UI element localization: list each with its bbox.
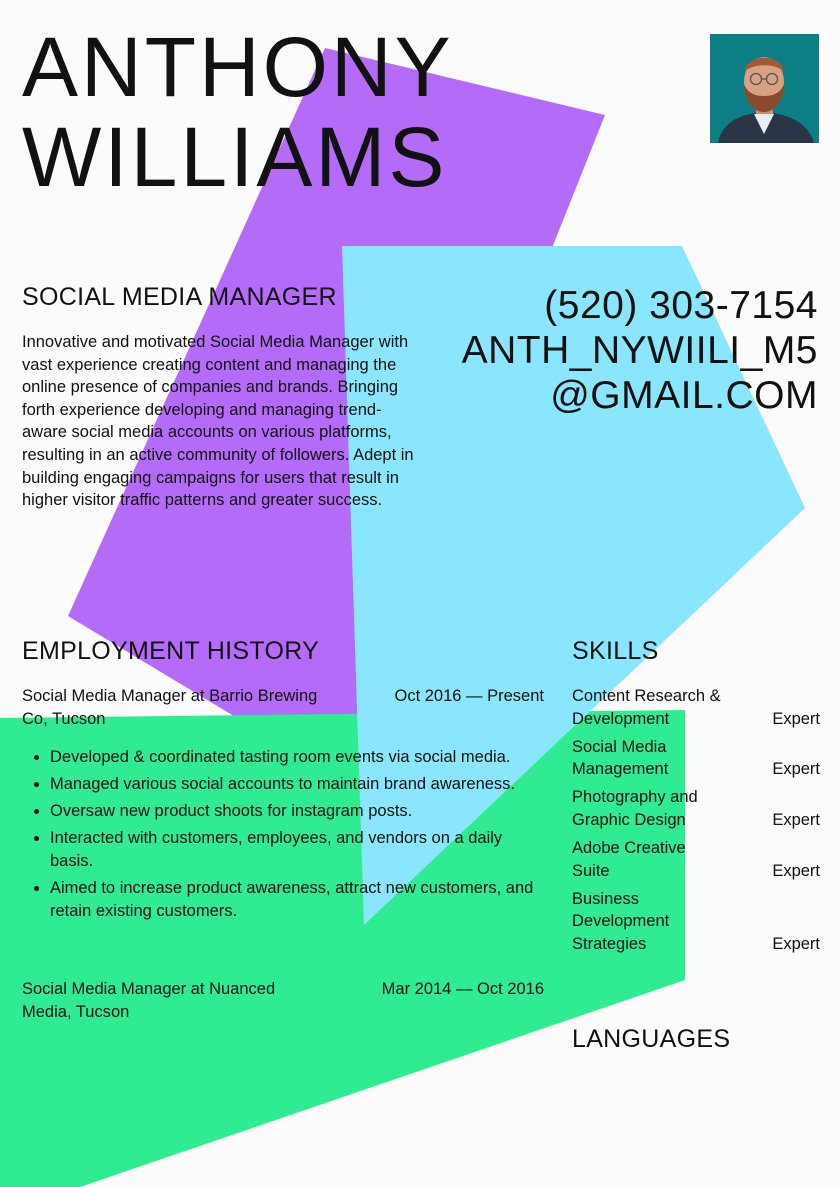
skill-level: Expert bbox=[772, 810, 820, 829]
job-responsibilities bbox=[22, 746, 544, 922]
phone-number[interactable]: (520) 303-7154 bbox=[544, 284, 818, 327]
candidate-name bbox=[22, 22, 454, 202]
skill-level: Expert bbox=[772, 934, 820, 953]
first-name: ANTHONY bbox=[22, 20, 454, 114]
skill-name: Social Media Management bbox=[572, 737, 669, 779]
skill-name: Business Development Strategies bbox=[572, 889, 670, 953]
job-dates: Mar 2014 — Oct 2016 bbox=[381, 980, 544, 998]
languages-heading: LANGUAGES bbox=[572, 1025, 731, 1053]
employment-history-heading: EMPLOYMENT HISTORY bbox=[22, 637, 320, 665]
job-entry bbox=[22, 978, 544, 1023]
skill-name: Content Research & Development bbox=[572, 687, 721, 728]
list-item: • Aimed to increase product awareness, attract new customers, and retain existing customers. bbox=[50, 877, 544, 922]
skill-row bbox=[572, 888, 820, 956]
email-line-1[interactable]: ANTH_NYWIILI_M5 bbox=[461, 329, 818, 372]
skill-level: Expert bbox=[772, 861, 820, 880]
list-item: • Developed & coordinated tasting room events via social media. bbox=[50, 746, 544, 769]
skill-name: Adobe Creative Suite bbox=[572, 839, 686, 880]
job-dates: Oct 2016 — Present bbox=[394, 687, 544, 705]
skill-name: Photography and Graphic Design bbox=[572, 788, 698, 829]
skill-row bbox=[572, 736, 820, 781]
list-item: • Managed various social accounts to maintain brand awareness. bbox=[50, 773, 544, 796]
skills-list bbox=[572, 685, 820, 961]
email-line-2[interactable]: @GMAIL.COM bbox=[550, 374, 818, 417]
job-title: SOCIAL MEDIA MANAGER bbox=[22, 283, 337, 311]
list-item: • Oversaw new product shoots for instagram posts. bbox=[50, 800, 544, 823]
profile-summary: Innovative and motivated Social Media Manager with vast experience creating content and managing the online presence of companies and brands. Bringing forth experience developing and managing trend-aware social media accounts on various platforms, resulting in an active community of followers. Adept in building engaging campaigns for users that result in higher visitor traffic patterns and greater success. bbox=[22, 333, 414, 510]
skill-row bbox=[572, 837, 820, 882]
contact-info bbox=[462, 283, 818, 418]
last-name: WILLIAMS bbox=[22, 110, 448, 204]
skill-level: Expert bbox=[772, 760, 820, 779]
skill-level: Expert bbox=[772, 709, 820, 728]
profile-photo bbox=[710, 34, 819, 143]
job-entry bbox=[22, 685, 544, 927]
list-item: • Interacted with customers, employees, and vendors on a daily basis. bbox=[50, 827, 544, 872]
job-role: Social Media Manager at Nuanced Media, Tucson bbox=[22, 980, 276, 1021]
skill-row bbox=[572, 685, 820, 730]
job-role: Social Media Manager at Barrio Brewing Co, Tucson bbox=[22, 687, 318, 728]
skills-heading: SKILLS bbox=[572, 637, 659, 665]
skill-row bbox=[572, 786, 820, 831]
